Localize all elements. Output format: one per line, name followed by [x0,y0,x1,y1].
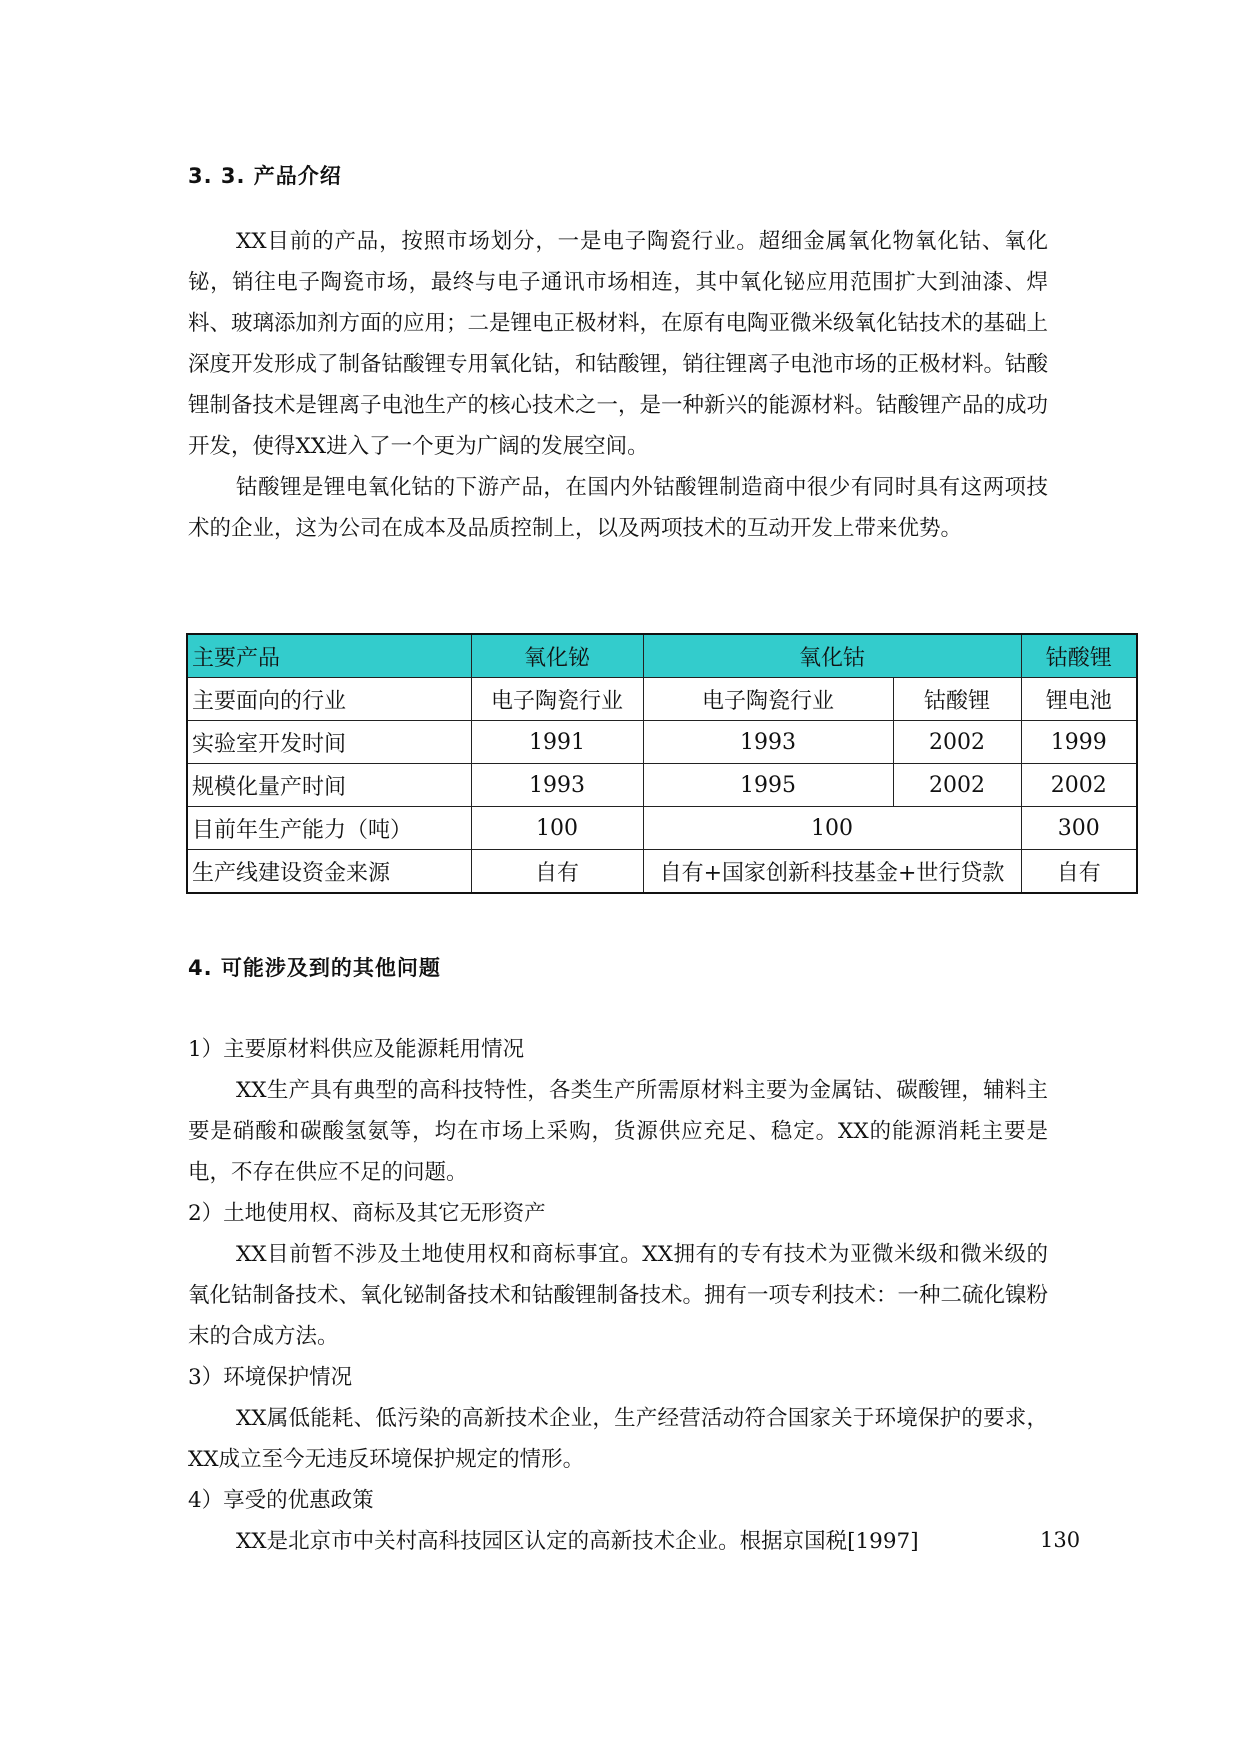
table-header-cell: 钴酸锂 [1021,634,1137,678]
table-cell: 100 [643,807,1021,850]
item-title: 2）土地使用权、商标及其它无形资产 [188,1201,546,1226]
table-cell: 自有+国家创新科技基金+世行贷款 [643,850,1021,894]
table-cell: 1993 [643,721,893,764]
table-cell: 主要面向的行业 [187,678,471,721]
table-cell: 自有 [1021,850,1137,894]
table-header-cell: 氧化铋 [471,634,643,678]
table-row [187,850,1137,894]
table-cell: 100 [471,807,643,850]
table-cell: 规模化量产时间 [187,764,471,807]
table-cell: 电子陶瓷行业 [471,678,643,721]
table-header-cell: 氧化钴 [643,634,1021,678]
paragraph: XX目前暂不涉及土地使用权和商标事宜。XX拥有的专有技术为亚微米级和微米级的氧化钴制备技术、氧化铋制备技术和钴酸锂制备技术。拥有一项专利技术：一种二硫化镍粉末的合成方法。 [188,1242,1049,1349]
item-title: 1）主要原材料供应及能源耗用情况 [188,1037,525,1062]
table-cell: 300 [1021,807,1137,850]
table-cell: 自有 [471,850,643,894]
table-row [187,678,1137,721]
table-cell: 1993 [471,764,643,807]
table-row [187,721,1137,764]
table-cell: 2002 [893,764,1021,807]
paragraph: XX目前的产品，按照市场划分，一是电子陶瓷行业。超细金属氧化物氧化钴、氧化铋，销往电子陶瓷市场，最终与电子通讯市场相连，其中氧化铋应用范围扩大到油漆、焊料、玻璃添加剂方面的应用；二是锂电正极材料，在原有电陶亚微米级氧化钴技术的基础上深度开发形成了制备钴酸锂专用氧化钴，和钴酸锂，销往锂离子电池市场的正极材料。钴酸锂制备技术是锂离子电池生产的核心技术之一，是一种新兴的能源材料。钴酸锂产品的成功开发，使得XX进入了一个更为广阔的发展空间。 [188,229,1049,459]
table-cell: 钴酸锂 [893,678,1021,721]
paragraph: 钴酸锂是锂电氧化钴的下游产品，在国内外钴酸锂制造商中很少有同时具有这两项技术的企业，这为公司在成本及品质控制上，以及两项技术的互动开发上带来优势。 [188,475,1048,541]
table-cell: 2002 [893,721,1021,764]
paragraph: XX属低能耗、低污染的高新技术企业，生产经营活动符合国家关于环境保护的要求，XX成立至今无违反环境保护规定的情形。 [188,1406,1048,1472]
table-header-row [187,634,1137,678]
table-row [187,764,1137,807]
table-cell: 生产线建设资金来源 [187,850,471,894]
section-heading-4: 4. 可能涉及到的其他问题 [188,956,441,980]
table-cell: 锂电池 [1021,678,1137,721]
table-cell: 2002 [1021,764,1137,807]
item-title: 3）环境保护情况 [188,1365,353,1390]
paragraph: XX生产具有典型的高科技特性，各类生产所需原材料主要为金属钴、碳酸锂，辅料主要是硝酸和碳酸氢氨等，均在市场上采购，货源供应充足、稳定。XX的能源消耗主要是电，不存在供应不足的问题。 [188,1078,1048,1185]
table-cell: 1999 [1021,721,1137,764]
table-row [187,807,1137,850]
page-number: 130 [1040,1528,1081,1552]
section-3-3-body [188,221,1048,549]
table-cell: 实验室开发时间 [187,721,471,764]
paragraph: XX是北京市中关村高科技园区认定的高新技术企业。根据京国税[1997] [236,1529,919,1554]
product-table [186,633,1138,894]
table-cell: 1995 [643,764,893,807]
section-4-body [188,1029,1048,1562]
section-heading-3-3: 3. 3. 产品介绍 [188,164,342,188]
table-cell: 目前年生产能力（吨） [187,807,471,850]
table-header-cell: 主要产品 [187,634,471,678]
item-title: 4）享受的优惠政策 [188,1488,374,1513]
table-cell: 电子陶瓷行业 [643,678,893,721]
table-cell: 1991 [471,721,643,764]
